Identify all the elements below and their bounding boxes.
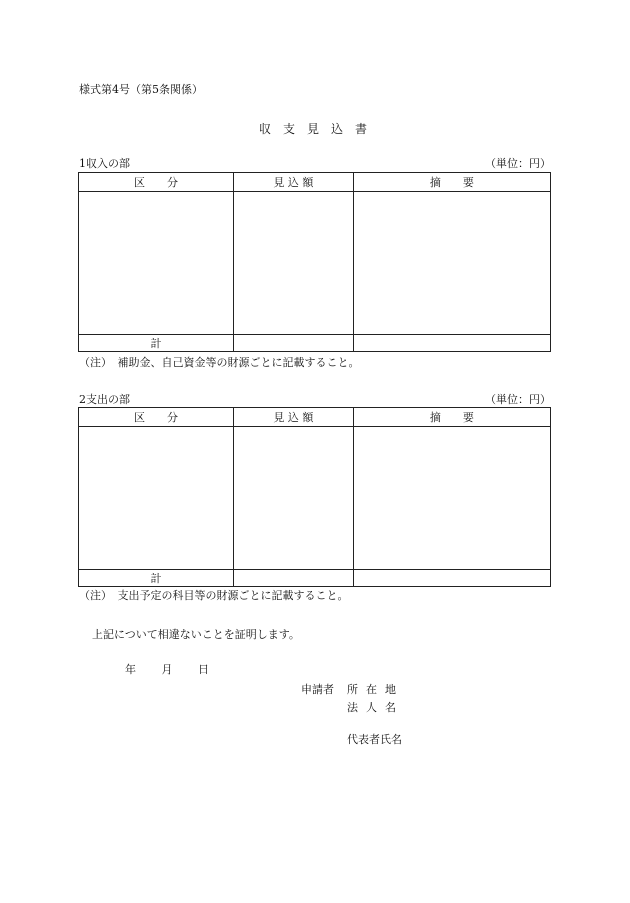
income-section-label: 1収入の部 — [79, 157, 130, 170]
expense-total-remarks-cell[interactable] — [353, 570, 550, 587]
date-month-label: 月 — [161, 663, 173, 676]
address-label: 所在地 — [347, 683, 404, 696]
income-category-cell[interactable] — [79, 192, 234, 335]
expense-body-row — [79, 427, 551, 570]
income-body-row — [79, 192, 551, 335]
expense-total-estimate-cell[interactable] — [233, 570, 353, 587]
income-total-estimate-cell[interactable] — [233, 335, 353, 352]
expense-total-row — [79, 570, 551, 587]
income-total-row — [79, 335, 551, 352]
date-year-label: 年 — [125, 663, 136, 676]
income-col-category: 区 分 — [79, 173, 234, 192]
income-col-remarks: 摘 要 — [353, 173, 550, 192]
expense-table — [78, 407, 551, 587]
income-remarks-cell[interactable] — [353, 192, 550, 335]
income-table — [78, 172, 551, 352]
expense-estimate-cell[interactable] — [233, 427, 353, 570]
expense-note: （注） 支出予定の科目等の財源ごとに記載すること。 — [79, 589, 349, 602]
income-header-row — [79, 173, 551, 192]
form-number: 様式第4号（第5条関係） — [79, 83, 203, 96]
income-unit-label: （単位：円） — [485, 157, 551, 170]
expense-col-remarks: 摘 要 — [353, 408, 550, 427]
expense-total-label: 計 — [79, 570, 234, 587]
document-title: 収支見込書 — [258, 122, 379, 136]
expense-header-row — [79, 408, 551, 427]
certification-statement: 上記について相違ないことを証明します。 — [92, 628, 300, 641]
expense-col-category: 区 分 — [79, 408, 234, 427]
expense-remarks-cell[interactable] — [353, 427, 550, 570]
income-note: （注） 補助金、自己資金等の財源ごとに記載すること。 — [79, 356, 360, 369]
corporation-name-label: 法人名 — [347, 701, 404, 714]
expense-section-label: 2支出の部 — [79, 393, 130, 406]
income-total-label: 計 — [79, 335, 234, 352]
income-total-remarks-cell[interactable] — [353, 335, 550, 352]
expense-category-cell[interactable] — [79, 427, 234, 570]
applicant-label: 申請者 — [301, 683, 334, 696]
income-estimate-cell[interactable] — [233, 192, 353, 335]
expense-unit-label: （単位：円） — [485, 393, 551, 406]
date-day-label: 日 — [198, 663, 209, 676]
income-col-estimate: 見 込 額 — [233, 173, 353, 192]
expense-col-estimate: 見 込 額 — [233, 408, 353, 427]
date-line — [125, 661, 231, 677]
representative-name-label: 代表者氏名 — [347, 733, 402, 746]
